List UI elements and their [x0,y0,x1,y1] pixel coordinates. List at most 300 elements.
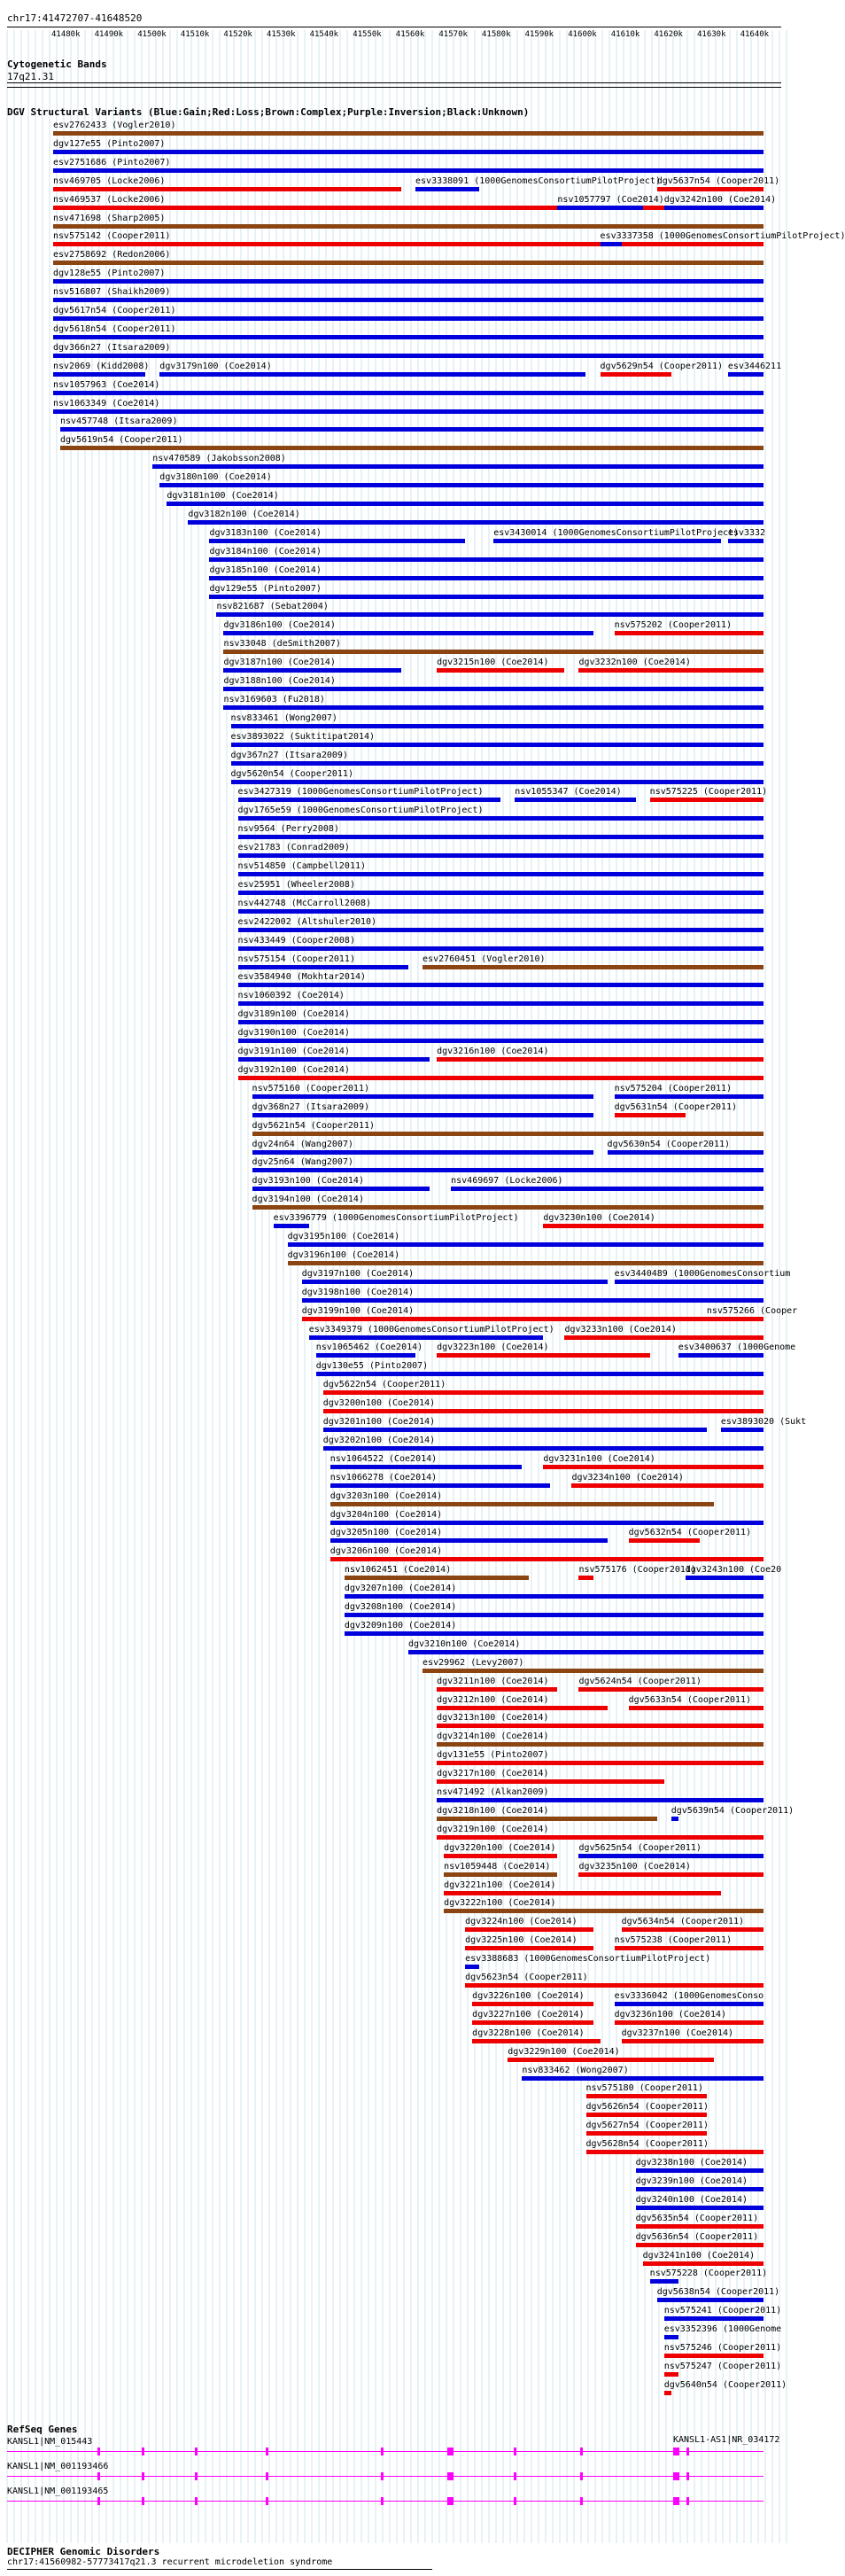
variant-bar[interactable] [274,1224,309,1228]
variant-bar[interactable] [53,279,764,284]
variant-label[interactable]: dgv3221n100 (Coe2014) [444,1879,556,1890]
variant-label[interactable]: dgv5620n54 (Cooper2011) [230,768,353,779]
variant-label[interactable]: dgv3192n100 (Coe2014) [237,1064,350,1075]
variant-label[interactable]: dgv5632n54 (Cooper2011) [628,1528,752,1538]
variant-label[interactable]: dgv3203n100 (Coe2014) [329,1490,443,1501]
variant-bar[interactable] [728,372,764,377]
variant-bar[interactable] [288,1261,764,1265]
variant-label[interactable]: dgv3179n100 (Coe2014) [159,361,272,371]
variant-bar[interactable] [664,2391,671,2395]
variant-label[interactable]: esv3352396 (1000Genome [663,2324,782,2335]
variant-label[interactable]: nsv575225 (Cooper2011) [649,787,768,798]
variant-bar[interactable] [223,668,401,673]
variant-label[interactable]: esv3893020 (Sukt [720,1417,807,1427]
variant-bar[interactable] [728,539,764,543]
variant-label[interactable]: nsv1057797 (Coe2014) [557,194,664,205]
variant-label[interactable]: nsv516807 (Shaikh2009) [53,287,171,298]
variant-label[interactable]: esv2422002 (Altshuler2010) [237,916,377,927]
variant-label[interactable]: esv3440489 (1000GenomesConsortium [614,1268,791,1279]
variant-bar[interactable] [622,1927,764,1932]
variant-bar[interactable] [515,798,635,802]
variant-bar[interactable] [601,372,671,377]
variant-bar[interactable] [543,1224,764,1228]
variant-label[interactable]: dgv3243n100 (Coe20 [685,1565,782,1576]
variant-bar[interactable] [238,835,764,839]
variant-label[interactable]: dgv3232n100 (Coe2014) [578,658,691,668]
variant-bar[interactable] [671,1817,678,1821]
variant-label[interactable]: dgv24n64 (Wang2007) [252,1139,353,1149]
variant-bar[interactable] [209,595,764,599]
variant-label[interactable]: nsv469697 (Locke2006) [451,1176,563,1187]
variant-bar[interactable] [216,612,764,617]
variant-label[interactable]: nsv9564 (Perry2008) [237,824,339,835]
variant-label[interactable]: nsv470589 (Jakobsson2008) [152,454,286,464]
variant-bar[interactable] [238,1057,430,1062]
variant-bar[interactable] [302,1298,764,1303]
variant-label[interactable]: dgv5628n54 (Cooper2011) [585,2139,709,2150]
variant-label[interactable]: nsv442748 (McCarroll2008) [237,898,372,908]
variant-label[interactable]: dgv3226n100 (Coe2014) [472,1990,585,2001]
gene-label[interactable]: KANSL1|NM_001193466 [7,2462,109,2471]
variant-bar[interactable] [686,1576,764,1580]
variant-label[interactable]: nsv833461 (Wong2007) [230,712,337,723]
variant-label[interactable]: dgv25n64 (Wang2007) [252,1157,353,1168]
variant-bar[interactable] [608,1150,764,1155]
variant-bar[interactable] [422,1669,764,1673]
variant-label[interactable]: dgv367n27 (Itsara2009) [230,750,348,760]
variant-label[interactable]: dgv3242n100 (Coe2014) [663,194,777,205]
variant-bar[interactable] [422,965,764,969]
variant-bar[interactable] [238,853,764,858]
variant-bar[interactable] [53,187,401,191]
variant-label[interactable]: dgv366n27 (Itsara2009) [53,342,171,353]
variant-label[interactable]: dgv3234n100 (Coe2014) [571,1472,684,1483]
variant-bar[interactable] [636,2206,764,2210]
variant-bar[interactable] [615,1113,686,1117]
variant-bar[interactable] [615,631,764,635]
variant-label[interactable]: dgv3208n100 (Coe2014) [344,1602,457,1612]
variant-bar[interactable] [252,1094,593,1099]
variant-bar[interactable] [238,798,501,802]
variant-label[interactable]: dgv3211n100 (Coe2014) [437,1676,549,1686]
variant-label[interactable]: dgv5623n54 (Cooper2011) [465,1973,588,1982]
variant-bar[interactable] [53,298,764,302]
variant-label[interactable]: dgv3224n100 (Coe2014) [465,1917,578,1927]
variant-bar[interactable] [437,1724,764,1728]
variant-label[interactable]: dgv5622n54 (Cooper2011) [322,1380,446,1390]
variant-bar[interactable] [636,2168,764,2173]
variant-label[interactable]: esv3338091 (1000GenomesConsortiumPilotProject) [415,175,661,186]
variant-label[interactable]: dgv5624n54 (Cooper2011) [578,1676,702,1686]
variant-label[interactable]: dgv3231n100 (Coe2014) [543,1453,655,1464]
variant-bar[interactable] [408,1650,764,1654]
variant-label[interactable]: esv2758692 (Redon2006) [53,250,171,261]
variant-label[interactable]: nsv575247 (Cooper2011) [663,2361,782,2371]
variant-label[interactable]: esv3584940 (Mokhtar2014) [237,972,367,983]
variant-label[interactable]: nsv457748 (Itsara2009) [60,416,178,427]
variant-bar[interactable] [622,2039,764,2043]
variant-label[interactable]: esv2751686 (Pinto2007) [53,157,171,167]
variant-label[interactable]: dgv3214n100 (Coe2014) [437,1732,549,1742]
variant-bar[interactable] [721,1428,764,1432]
variant-bar[interactable] [664,206,764,210]
variant-bar[interactable] [231,761,764,766]
variant-label[interactable]: nsv575228 (Cooper2011) [649,2269,768,2279]
variant-bar[interactable] [238,983,764,987]
variant-bar[interactable] [238,1076,764,1080]
variant-bar[interactable] [53,316,764,321]
variant-bar[interactable] [465,1965,479,1969]
variant-label[interactable]: esv3337358 (1000GenomesConsortiumPilotProject) [600,231,845,242]
variant-label[interactable]: dgv5640n54 (Cooper2011) [663,2379,787,2390]
variant-label[interactable]: esv3332 [727,527,766,538]
variant-label[interactable]: dgv3205n100 (Coe2014) [329,1528,443,1538]
variant-label[interactable]: dgv3189n100 (Coe2014) [237,1009,350,1020]
variant-bar[interactable] [586,2094,707,2098]
variant-bar[interactable] [188,520,764,525]
variant-label[interactable]: nsv471698 (Sharp2005) [53,213,166,223]
variant-label[interactable]: dgv3240n100 (Coe2014) [635,2194,748,2205]
variant-bar[interactable] [707,1317,764,1321]
variant-bar[interactable] [252,1132,764,1136]
variant-bar[interactable] [238,965,408,969]
variant-label[interactable]: dgv3191n100 (Coe2014) [237,1047,350,1056]
variant-label[interactable]: dgv3195n100 (Coe2014) [287,1232,400,1241]
variant-bar[interactable] [209,557,764,562]
variant-label[interactable]: nsv575241 (Cooper2011) [663,2306,782,2316]
variant-bar[interactable] [615,1280,764,1284]
variant-bar[interactable] [543,1465,764,1469]
gene-label[interactable]: KANSL1|NM_001193465 [7,2487,109,2496]
variant-bar[interactable] [53,391,764,395]
variant-bar[interactable] [437,1835,764,1840]
variant-bar[interactable] [472,2002,593,2006]
variant-label[interactable]: dgv3202n100 (Coe2014) [322,1435,436,1445]
variant-label[interactable]: dgv3201n100 (Coe2014) [322,1417,436,1427]
variant-label[interactable]: nsv575266 (Cooper [706,1305,798,1316]
variant-bar[interactable] [657,187,764,191]
variant-label[interactable]: dgv368n27 (Itsara2009) [252,1101,369,1112]
variant-label[interactable]: esv3388683 (1000GenomesConsortiumPilotProject) [465,1954,711,1965]
variant-bar[interactable] [493,539,721,543]
variant-bar[interactable] [53,409,764,414]
variant-bar[interactable] [444,1891,721,1895]
variant-label[interactable]: dgv5629n54 (Cooper2011) [600,361,724,371]
variant-label[interactable]: dgv5634n54 (Cooper2011) [621,1917,745,1927]
variant-bar[interactable] [323,1446,764,1451]
variant-label[interactable]: dgv3181n100 (Coe2014) [167,491,279,501]
variant-label[interactable]: esv3400637 (1000Genome [678,1342,796,1353]
variant-label[interactable]: dgv5637n54 (Cooper2011) [656,175,780,186]
variant-bar[interactable] [564,1335,764,1340]
variant-bar[interactable] [231,780,764,784]
variant-bar[interactable] [238,1001,764,1006]
variant-label[interactable]: nsv1060392 (Coe2014) [237,991,345,1001]
variant-label[interactable]: dgv3199n100 (Coe2014) [301,1305,415,1316]
variant-bar[interactable] [238,872,764,876]
variant-bar[interactable] [53,150,764,154]
variant-label[interactable]: dgv3197n100 (Coe2014) [301,1268,415,1279]
variant-label[interactable]: nsv575204 (Cooper2011) [614,1083,733,1093]
gene-label[interactable]: KANSL1|NM_015443 [7,2437,93,2447]
variant-label[interactable]: dgv130e55 (Pinto2007) [315,1361,429,1372]
variant-bar[interactable] [437,1057,764,1062]
variant-label[interactable]: dgv5633n54 (Cooper2011) [628,1694,752,1705]
variant-label[interactable]: dgv3206n100 (Coe2014) [329,1546,443,1557]
variant-bar[interactable] [53,168,764,173]
variant-bar[interactable] [345,1631,764,1636]
variant-bar[interactable] [330,1465,523,1469]
variant-label[interactable]: dgv5621n54 (Cooper2011) [252,1120,376,1131]
variant-label[interactable]: esv25951 (Wheeler2008) [237,879,355,890]
variant-bar[interactable] [60,446,764,450]
variant-label[interactable]: esv29962 (Levy2007) [422,1657,524,1668]
variant-label[interactable]: nsv575142 (Cooper2011) [53,231,171,242]
variant-bar[interactable] [472,2020,593,2025]
variant-bar[interactable] [231,743,764,747]
variant-label[interactable]: dgv5639n54 (Cooper2011) [671,1805,795,1816]
variant-bar[interactable] [330,1538,608,1543]
variant-bar[interactable] [330,1521,764,1525]
variant-bar[interactable] [238,891,764,895]
variant-bar[interactable] [238,928,764,932]
variant-label[interactable]: dgv3225n100 (Coe2014) [465,1935,578,1946]
variant-bar[interactable] [615,2020,764,2025]
variant-bar[interactable] [636,2187,764,2191]
variant-label[interactable]: dgv3237n100 (Coe2014) [621,2027,734,2038]
variant-label[interactable]: esv2762433 (Vogler2010) [53,121,176,130]
variant-label[interactable]: nsv575176 (Cooper2011) [578,1565,696,1576]
variant-bar[interactable] [586,2150,764,2154]
variant-label[interactable]: nsv433449 (Cooper2008) [237,935,355,946]
variant-bar[interactable] [323,1390,764,1395]
variant-bar[interactable] [437,668,564,673]
variant-bar[interactable] [578,1687,764,1692]
variant-label[interactable]: dgv129e55 (Pinto2007) [209,583,322,594]
variant-label[interactable]: dgv5618n54 (Cooper2011) [53,323,176,334]
variant-label[interactable]: dgv5630n54 (Cooper2011) [607,1139,731,1149]
variant-label[interactable]: nsv833462 (Wong2007) [522,2065,629,2075]
kansl1-as1-label[interactable]: KANSL1-AS1|NR_034172 [673,2435,780,2445]
variant-label[interactable]: dgv5625n54 (Cooper2011) [578,1842,702,1853]
variant-bar[interactable] [53,206,764,210]
variant-bar[interactable] [601,242,622,246]
variant-label[interactable]: esv21783 (Conrad2009) [237,843,350,853]
variant-bar[interactable] [302,1280,608,1284]
variant-bar[interactable] [53,242,764,246]
variant-bar[interactable] [252,1150,593,1155]
variant-label[interactable]: nsv1063349 (Coe2014) [53,398,160,409]
variant-bar[interactable] [238,946,764,951]
variant-label[interactable]: nsv575180 (Cooper2011) [585,2083,703,2094]
variant-label[interactable]: dgv5638n54 (Cooper2011) [656,2287,780,2298]
variant-label[interactable]: nsv575246 (Cooper2011) [663,2343,782,2353]
variant-label[interactable]: dgv5627n54 (Cooper2011) [585,2121,709,2131]
variant-label[interactable]: dgv3185n100 (Coe2014) [209,564,322,575]
variant-label[interactable]: nsv1066278 (Coe2014) [329,1472,438,1483]
decipher-item[interactable]: chr17:41560982-57773417q21.3 recurrent microdeletion syndrome [7,2557,333,2567]
variant-label[interactable]: dgv3238n100 (Coe2014) [635,2158,748,2167]
variant-label[interactable]: dgv3213n100 (Coe2014) [437,1713,549,1724]
variant-bar[interactable] [345,1613,764,1617]
variant-label[interactable]: dgv5635n54 (Cooper2011) [635,2213,759,2223]
variant-label[interactable]: nsv575160 (Cooper2011) [252,1083,369,1093]
variant-bar[interactable] [252,1113,593,1117]
variant-bar[interactable] [437,1798,764,1802]
variant-label[interactable]: dgv3190n100 (Coe2014) [237,1028,350,1039]
variant-bar[interactable] [53,372,145,377]
variant-label[interactable]: esv3893022 (Suktitipat2014) [230,731,376,742]
variant-label[interactable]: nsv575238 (Cooper2011) [614,1935,733,1946]
variant-bar[interactable] [636,2224,764,2229]
variant-label[interactable]: dgv5631n54 (Cooper2011) [614,1101,738,1112]
variant-bar[interactable] [252,1168,764,1172]
variant-label[interactable]: dgv3194n100 (Coe2014) [252,1195,364,1205]
variant-bar[interactable] [437,1687,557,1692]
variant-label[interactable]: dgv3186n100 (Coe2014) [223,620,336,631]
variant-bar[interactable] [53,354,764,358]
variant-bar[interactable] [252,1205,764,1210]
variant-bar[interactable] [323,1409,764,1413]
variant-bar[interactable] [223,631,593,635]
variant-bar[interactable] [615,1094,764,1099]
variant-bar[interactable] [159,483,764,487]
variant-label[interactable]: dgv3184n100 (Coe2014) [209,546,322,556]
variant-bar[interactable] [578,668,764,673]
variant-bar[interactable] [465,1983,764,1988]
variant-label[interactable]: dgv3187n100 (Coe2014) [223,658,336,668]
variant-bar[interactable] [657,2298,764,2302]
variant-label[interactable]: nsv33048 (deSmith2007) [223,639,341,650]
variant-bar[interactable] [615,2002,764,2006]
variant-label[interactable]: nsv1057963 (Coe2014) [53,379,160,390]
variant-bar[interactable] [578,1872,764,1877]
variant-label[interactable]: dgv3216n100 (Coe2014) [437,1047,549,1056]
variant-bar[interactable] [238,909,764,914]
variant-bar[interactable] [437,1817,657,1821]
variant-label[interactable]: dgv3198n100 (Coe2014) [301,1287,415,1297]
variant-bar[interactable] [238,816,764,821]
variant-bar[interactable] [557,206,642,210]
variant-label[interactable]: nsv469705 (Locke2006) [53,175,166,186]
variant-label[interactable]: esv2760451 (Vogler2010) [422,953,546,964]
variant-label[interactable]: dgv3212n100 (Coe2014) [437,1694,549,1705]
variant-label[interactable]: esv3427319 (1000GenomesConsortiumPilotProject) [237,787,484,798]
variant-bar[interactable] [152,464,764,469]
variant-label[interactable]: dgv3229n100 (Coe2014) [508,2046,620,2057]
variant-label[interactable]: dgv3183n100 (Coe2014) [209,527,322,538]
variant-label[interactable]: dgv3217n100 (Coe2014) [437,1769,549,1779]
variant-bar[interactable] [53,335,764,339]
variant-bar[interactable] [345,1594,764,1599]
variant-label[interactable]: dgv3182n100 (Coe2014) [188,509,300,519]
variant-label[interactable]: nsv1062451 (Coe2014) [344,1565,452,1576]
variant-label[interactable]: nsv469537 (Locke2006) [53,194,166,205]
variant-label[interactable]: nsv575154 (Cooper2011) [237,953,355,964]
variant-label[interactable]: dgv127e55 (Pinto2007) [53,138,166,149]
variant-bar[interactable] [316,1372,764,1376]
variant-bar[interactable] [252,1187,430,1191]
variant-bar[interactable] [60,427,764,432]
variant-label[interactable]: nsv3169603 (Fu2018) [223,694,325,704]
variant-label[interactable]: nsv1059448 (Coe2014) [444,1861,551,1872]
variant-bar[interactable] [437,1761,764,1765]
variant-label[interactable]: nsv575202 (Cooper2011) [614,620,733,631]
variant-bar[interactable] [571,1483,764,1488]
variant-label[interactable]: dgv3200n100 (Coe2014) [322,1398,436,1409]
variant-bar[interactable] [209,539,465,543]
variant-bar[interactable] [650,798,764,802]
variant-bar[interactable] [330,1557,764,1561]
variant-bar[interactable] [288,1242,764,1247]
variant-bar[interactable] [209,576,764,580]
variant-bar[interactable] [444,1872,557,1877]
variant-bar[interactable] [345,1576,530,1580]
variant-label[interactable]: dgv3223n100 (Coe2014) [437,1342,549,1353]
variant-label[interactable]: dgv5636n54 (Cooper2011) [635,2231,759,2242]
variant-bar[interactable] [650,2279,678,2284]
variant-label[interactable]: dgv3227n100 (Coe2014) [472,2009,585,2020]
variant-label[interactable]: nsv1065462 (Coe2014) [315,1342,423,1353]
variant-label[interactable]: esv3430014 (1000GenomesConsortiumPilotProject) [493,527,740,538]
variant-bar[interactable] [330,1483,551,1488]
variant-label[interactable]: nsv1055347 (Coe2014) [515,787,622,798]
variant-label[interactable]: dgv3230n100 (Coe2014) [543,1213,655,1224]
variant-label[interactable]: dgv3209n100 (Coe2014) [344,1620,457,1630]
variant-bar[interactable] [629,1538,700,1543]
variant-bar[interactable] [223,687,764,691]
variant-bar[interactable] [664,2335,678,2339]
variant-label[interactable]: dgv3219n100 (Coe2014) [437,1824,549,1834]
variant-bar[interactable] [223,650,764,654]
variant-bar[interactable] [309,1335,544,1340]
variant-bar[interactable] [586,2113,707,2117]
variant-bar[interactable] [522,2076,764,2081]
variant-bar[interactable] [437,1353,650,1358]
variant-label[interactable]: dgv5617n54 (Cooper2011) [53,306,176,315]
variant-bar[interactable] [330,1502,714,1506]
variant-bar[interactable] [238,1020,764,1024]
variant-bar[interactable] [678,1353,764,1358]
variant-label[interactable]: nsv2069 (Kidd2008) [53,361,150,371]
variant-label[interactable]: dgv3222n100 (Coe2014) [444,1898,556,1909]
variant-bar[interactable] [167,502,764,506]
variant-label[interactable]: dgv3210n100 (Coe2014) [408,1638,521,1649]
variant-bar[interactable] [53,261,764,265]
variant-label[interactable]: dgv3218n100 (Coe2014) [437,1805,549,1816]
variant-label[interactable]: dgv3188n100 (Coe2014) [223,676,336,686]
variant-label[interactable]: dgv3220n100 (Coe2014) [444,1842,556,1853]
variant-bar[interactable] [664,2372,678,2377]
variant-bar[interactable] [465,1946,593,1950]
variant-bar[interactable] [444,1854,557,1858]
variant-bar[interactable] [238,1039,764,1043]
variant-bar[interactable] [231,724,764,728]
variant-bar[interactable] [444,1909,764,1913]
variant-label[interactable]: nsv1064522 (Coe2014) [329,1453,438,1464]
variant-bar[interactable] [415,187,479,191]
variant-bar[interactable] [323,1428,707,1432]
variant-label[interactable]: dgv3215n100 (Coe2014) [437,658,549,668]
variant-bar[interactable] [316,1353,415,1358]
variant-label[interactable]: nsv514850 (Campbell2011) [237,861,367,871]
variant-bar[interactable] [437,1742,764,1747]
variant-label[interactable]: dgv3236n100 (Coe2014) [614,2009,727,2020]
variant-label[interactable]: esv3336042 (1000GenomesConso [614,1990,764,2001]
variant-label[interactable]: esv3396779 (1000GenomesConsortiumPilotProject) [273,1213,519,1224]
variant-label[interactable]: dgv5619n54 (Cooper2011) [60,435,183,446]
variant-bar[interactable] [437,1706,607,1710]
